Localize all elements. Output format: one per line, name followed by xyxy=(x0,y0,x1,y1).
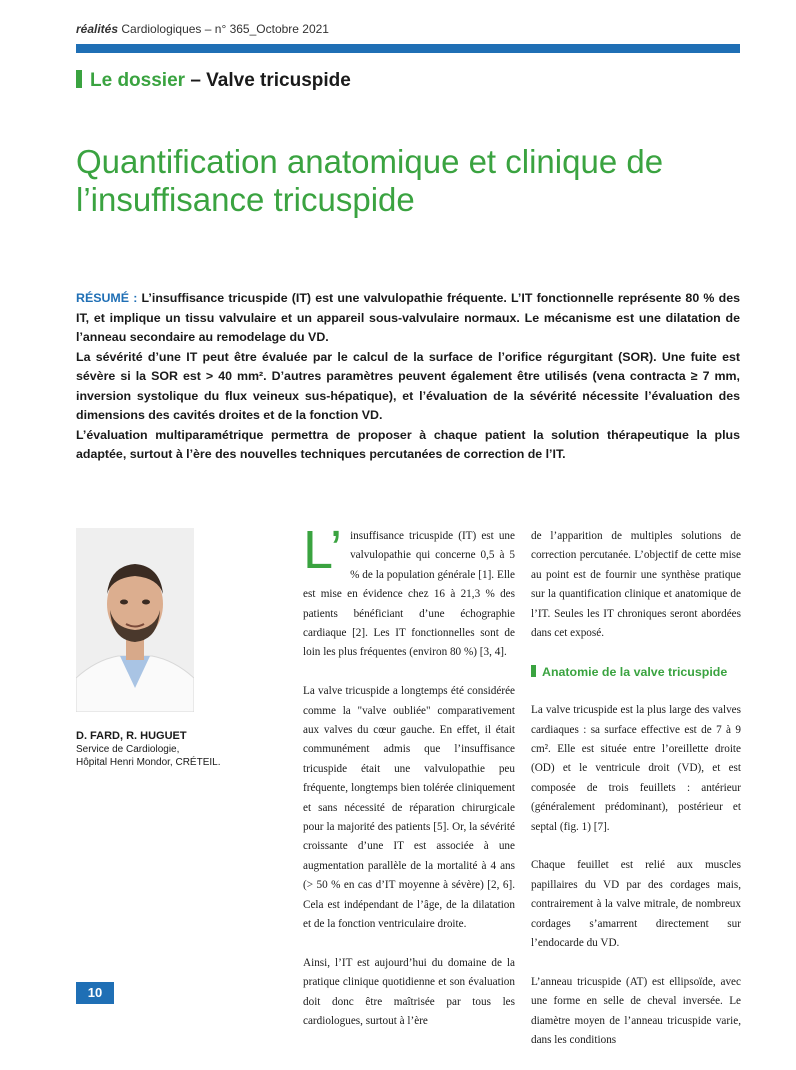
kicker-section: Le dossier xyxy=(90,70,186,91)
article-title: Quantification anatomique et clinique de l’insuffisance tricuspide xyxy=(76,143,664,218)
abstract-p3: L’évaluation multiparamétrique permettra de proposer à chaque patient la solution thérapeutique la plus adaptée, surtout à l’ère des nouvelles techniques percutanées de correction de l’IT. xyxy=(76,427,740,461)
author-affiliation-1: Service de Cardiologie, xyxy=(76,744,180,755)
body-column-2 xyxy=(531,527,741,1070)
section-kicker xyxy=(76,70,351,92)
body-text: insuffisance tricuspide (IT) est une valvulopathie qui concerne 0,5 à 5 % de la population générale [1]. Elle est mise en évidence chez 16 à 21,3 % des patients bénéficiant d’une échographie cardiaque [2]. Les IT fonctionnelles sont de loin les plus fréquentes (environ 80 %) [3, 4]. xyxy=(303,530,515,659)
author-portrait-image xyxy=(76,528,194,712)
body-column-1 xyxy=(303,520,515,1051)
body-paragraph: de l’apparition de multiples solutions de correction percutanée. L’objectif de cette mise au point est de fournir une synthèse pratique sur la quantification clinique et anatomique de l’IT. Seules les IT chroniques seront abordées dans cet exposé. xyxy=(531,530,741,640)
author-block xyxy=(76,730,221,769)
running-header xyxy=(76,22,329,36)
header-rule xyxy=(76,44,740,53)
section-heading xyxy=(531,663,741,682)
journal-brand: réalités xyxy=(76,22,119,36)
abstract xyxy=(76,289,740,465)
body-paragraph: La valve tricuspide est la plus large des valves cardiaques : sa surface effective est de 7 à 9 cm². Elle est située entre l’oreillette droite (OD) et le ventricule droit (VD), et est composée de trois feuillets : antérieur (généralement prédominant), postérieur et septal (fig. 1) [7]. xyxy=(531,704,741,833)
body-paragraph: L’anneau tricuspide (AT) est ellipsoïde, avec une forme en selle de cheval inversée. Le diamètre moyen de l’anneau tricuspide varie, dans les conditions xyxy=(531,975,741,1047)
drop-cap: L’ xyxy=(303,520,343,580)
author-photo xyxy=(76,528,194,712)
abstract-label: RÉSUMÉ : xyxy=(76,291,138,305)
abstract-p1: L’insuffisance tricuspide (IT) est une valvulopathie fréquente. L’IT fonctionnelle représente 80 % des IT, et implique un tissu valvulaire et un appareil sous-valvulaire normaux. Le mécanisme est une dilatation de l’anneau secondaire au remodelage du VD. xyxy=(76,291,740,344)
body-paragraph: Chaque feuillet est relié aux muscles papillaires du VD par des cordages mais, contrairement à la valve mitrale, de nombreux cordages s’amarrent directement sur l’endocarde du VD. xyxy=(531,859,741,950)
kicker-topic: – Valve tricuspide xyxy=(190,70,351,91)
body-paragraph: La valve tricuspide a longtemps été considérée comme la "valve oubliée" comparativement aux valves du cœur gauche. En effet, il était communément admis que l’insuffisance tricuspide était une valvulopathie peu fréquente, longtemps bien tolérée cliniquement et sans nécessité de réparation chirurgicale pour la majorité des patients [5]. Or, la sévérité croissante d’une IT est associée à une augmentation parallèle de la mortalité à 4 ans (> 50 % en cas d’IT moyenne à sévère) [2, 6]. Cela est indépendant de l’âge, de la dilatation et de la fonction ventriculaire droite. xyxy=(303,685,515,931)
section-heading-text: Anatomie de la valve tricuspide xyxy=(542,664,728,679)
body-paragraph: Ainsi, l’IT est aujourd’hui du domaine de la pratique clinique quotidienne et son évaluation doit donc être maîtrisée par tous les cardiologues, surtout à l’ère xyxy=(303,956,515,1028)
journal-issue: Cardiologiques – n° 365_Octobre 2021 xyxy=(121,22,329,36)
section-marker xyxy=(531,665,536,677)
page-number: 10 xyxy=(76,982,114,1004)
author-affiliation-2: Hôpital Henri Mondor, CRÉTEIL. xyxy=(76,757,221,768)
abstract-p2: La sévérité d’une IT peut être évaluée par le calcul de la surface de l’orifice régurgitant (SOR). Une fuite est sévère si la SOR est > 40 mm². D’autres paramètres peuvent également être utilisés (vena contracta ≥ 7 mm, inversion systolique du flux veineux sus-hépatique), et l’évaluation de la sévérité nécessite l’évaluation des dimensions des cavités droites et de la fonction VD. xyxy=(76,349,740,422)
kicker-marker xyxy=(76,70,82,88)
author-names: D. FARD, R. HUGUET xyxy=(76,730,187,742)
body-paragraph xyxy=(303,520,515,663)
